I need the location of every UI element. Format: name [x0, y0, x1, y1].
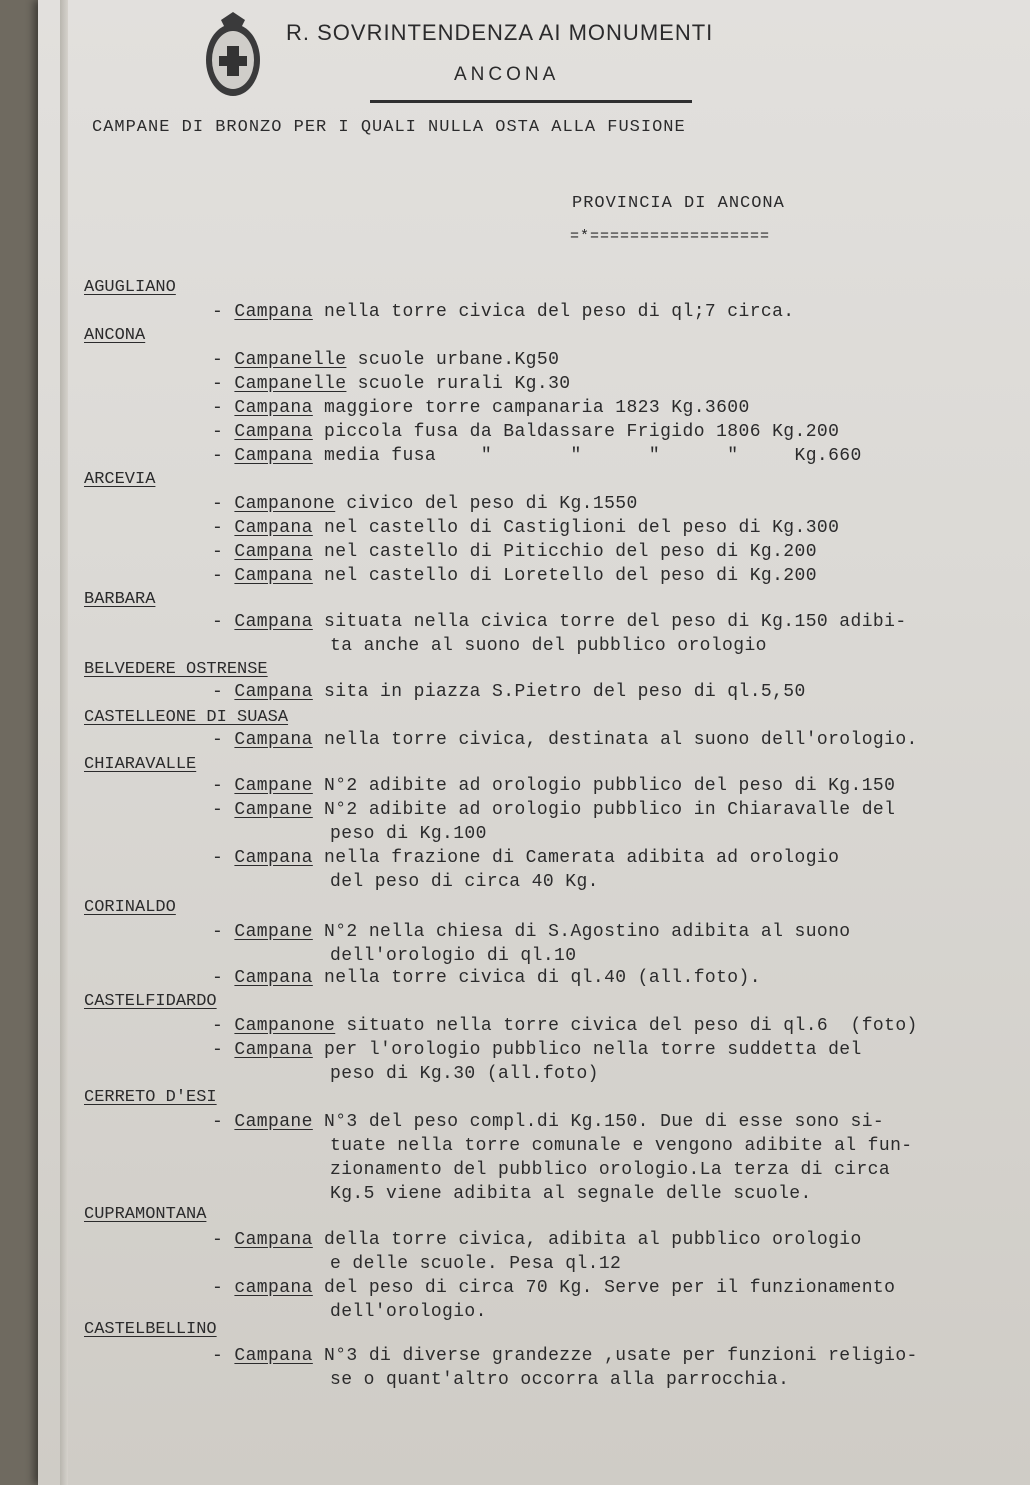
- entry-dash: -: [212, 682, 235, 702]
- province-rule: =*==================: [570, 228, 771, 245]
- bell-type: Campanone: [234, 1016, 336, 1036]
- town-heading: AGUGLIANO: [84, 278, 176, 297]
- bell-type: Campana: [234, 1346, 313, 1366]
- bell-type: Campanelle: [234, 350, 347, 370]
- bell-description-continued: tuate nella torre comunale e vengono adibite al fun-: [330, 1136, 913, 1156]
- bell-description: nella torre civica del peso di ql;7 circa.: [312, 302, 795, 322]
- entry-dash: -: [212, 612, 235, 632]
- bell-type: Campane: [234, 776, 313, 796]
- bell-description: situato nella torre civica del peso di ql.6 (foto): [335, 1016, 918, 1036]
- town-heading: CERRETO D'ESI: [84, 1088, 217, 1107]
- bell-entry: [212, 494, 638, 514]
- bell-entry: [212, 398, 750, 418]
- bell-description: N°2 nella chiesa di S.Agostino adibita al suono: [312, 922, 851, 942]
- bell-type: Campanelle: [234, 374, 347, 394]
- bell-entry: [212, 302, 795, 322]
- bell-description: N°2 adibite ad orologio pubblico del peso di Kg.150: [312, 776, 896, 796]
- entry-dash: -: [212, 446, 235, 466]
- bell-entry: [212, 422, 839, 442]
- entry-dash: -: [212, 1016, 235, 1036]
- bell-type: Campanone: [234, 494, 336, 514]
- bell-description-continued: dell'orologio.: [330, 1302, 487, 1322]
- bell-type: Campana: [234, 612, 313, 632]
- bell-description-continued: se o quant'altro occorra alla parrocchia.: [330, 1370, 790, 1390]
- entry-dash: -: [212, 542, 235, 562]
- entry-dash: -: [212, 566, 235, 586]
- page-fold-edge: [60, 0, 68, 1485]
- document-subject: CAMPANE DI BRONZO PER I QUALI NULLA OSTA ALLA FUSIONE: [92, 118, 686, 137]
- bell-entry: [212, 922, 851, 942]
- entry-dash: -: [212, 848, 235, 868]
- entry-dash: -: [212, 1346, 235, 1366]
- bell-description: per l'orologio pubblico nella torre suddetta del: [312, 1040, 862, 1060]
- bell-description-continued: peso di Kg.100: [330, 824, 487, 844]
- bell-description: media fusa " " " " Kg.660: [312, 446, 862, 466]
- bell-type: Campana: [234, 446, 313, 466]
- bell-description: N°3 del peso compl.di Kg.150. Due di esse sono si-: [312, 1112, 885, 1132]
- bell-type: Campana: [234, 682, 313, 702]
- bell-type: Campana: [234, 518, 313, 538]
- bell-description: piccola fusa da Baldassare Frigido 1806 Kg.200: [312, 422, 840, 442]
- town-heading: BARBARA: [84, 590, 156, 609]
- entry-dash: -: [212, 800, 235, 820]
- bell-description: nel castello di Castiglioni del peso di Kg.300: [312, 518, 840, 538]
- town-heading: CUPRAMONTANA: [84, 1205, 207, 1224]
- bell-entry: [212, 1230, 862, 1250]
- town-heading: CASTELLEONE DI SUASA: [84, 708, 289, 727]
- bell-description-continued: del peso di circa 40 Kg.: [330, 872, 599, 892]
- bell-type: Campane: [234, 800, 313, 820]
- bell-entry: [212, 612, 907, 632]
- bell-type: Campana: [234, 1230, 313, 1250]
- entry-dash: -: [212, 350, 235, 370]
- town-heading: CASTELBELLINO: [84, 1320, 217, 1339]
- bell-entry: [212, 682, 806, 702]
- city-heading: ANCONA: [454, 64, 560, 85]
- bell-description: situata nella civica torre del peso di Kg.150 adibi-: [312, 612, 907, 632]
- bell-type: Campana: [234, 398, 313, 418]
- bell-type: Campana: [234, 848, 313, 868]
- royal-crest-emblem: [203, 12, 263, 98]
- bell-description: N°2 adibite ad orologio pubblico in Chiaravalle del: [312, 800, 896, 820]
- bell-description-continued: Kg.5 viene adibita al segnale delle scuole.: [330, 1184, 812, 1204]
- town-heading: BELVEDERE OSTRENSE: [84, 660, 268, 679]
- entry-dash: -: [212, 422, 235, 442]
- bell-type: Campana: [234, 968, 313, 988]
- entry-dash: -: [212, 398, 235, 418]
- bell-description: nella frazione di Camerata adibita ad orologio: [312, 848, 840, 868]
- bell-description: nel castello di Piticchio del peso di Kg.200: [312, 542, 817, 562]
- town-heading: CHIARAVALLE: [84, 755, 197, 774]
- bell-entry: [212, 1278, 895, 1298]
- bell-description-continued: peso di Kg.30 (all.foto): [330, 1064, 599, 1084]
- entry-dash: -: [212, 302, 235, 322]
- bell-type: Campana: [234, 730, 313, 750]
- bell-type: Campana: [234, 422, 313, 442]
- entry-dash: -: [212, 1112, 235, 1132]
- bell-description: nel castello di Loretello del peso di Kg.200: [312, 566, 817, 586]
- bell-entry: [212, 542, 817, 562]
- bell-description: civico del peso di Kg.1550: [335, 494, 638, 514]
- bell-entry: [212, 350, 559, 370]
- letterhead-rule: [370, 100, 692, 103]
- entry-dash: -: [212, 374, 235, 394]
- bell-description: scuole rurali Kg.30: [346, 374, 571, 394]
- bell-type: Campana: [234, 302, 313, 322]
- entry-dash: -: [212, 730, 235, 750]
- bell-type: Campana: [234, 1040, 313, 1060]
- office-heading: R. SOVRINTENDENZA AI MONUMENTI: [286, 20, 714, 45]
- bell-description: scuole urbane.Kg50: [346, 350, 560, 370]
- bell-description: del peso di circa 70 Kg. Serve per il funzionamento: [312, 1278, 896, 1298]
- town-heading: ARCEVIA: [84, 470, 156, 489]
- bell-type: Campane: [234, 922, 313, 942]
- bell-type: Campane: [234, 1112, 313, 1132]
- bell-entry: [212, 446, 862, 466]
- bell-description-continued: dell'orologio di ql.10: [330, 946, 577, 966]
- town-heading: CORINALDO: [84, 898, 176, 917]
- bell-entry: [212, 1016, 918, 1036]
- bell-entry: [212, 1346, 918, 1366]
- town-heading: ANCONA: [84, 326, 146, 345]
- entry-dash: -: [212, 1278, 235, 1298]
- bell-entry: [212, 730, 918, 750]
- bell-description-continued: zionamento del pubblico orologio.La terza di circa: [330, 1160, 891, 1180]
- bell-entry: [212, 1112, 884, 1132]
- bell-entry: [212, 518, 839, 538]
- bell-entry: [212, 800, 895, 820]
- bell-description: nella torre civica di ql.40 (all.foto).: [312, 968, 761, 988]
- bell-type: Campana: [234, 542, 313, 562]
- bell-description: N°3 di diverse grandezze ,usate per funzioni religio-: [312, 1346, 918, 1366]
- bell-description: sita in piazza S.Pietro del peso di ql.5,50: [312, 682, 806, 702]
- bell-description: maggiore torre campanaria 1823 Kg.3600: [312, 398, 750, 418]
- bell-description: della torre civica, adibita al pubblico orologio: [312, 1230, 862, 1250]
- bell-type: campana: [234, 1278, 313, 1298]
- entry-dash: -: [212, 1040, 235, 1060]
- entry-dash: -: [212, 494, 235, 514]
- bell-entry: [212, 566, 817, 586]
- bell-description: nella torre civica, destinata al suono dell'orologio.: [312, 730, 918, 750]
- province-heading: PROVINCIA DI ANCONA: [572, 194, 785, 213]
- bell-entry: [212, 968, 761, 988]
- bell-description-continued: ta anche al suono del pubblico orologio: [330, 636, 767, 656]
- bell-type: Campana: [234, 566, 313, 586]
- entry-dash: -: [212, 518, 235, 538]
- bell-entry: [212, 776, 895, 796]
- bell-entry: [212, 374, 570, 394]
- bell-description-continued: e delle scuole. Pesa ql.12: [330, 1254, 622, 1274]
- entry-dash: -: [212, 922, 235, 942]
- entry-dash: -: [212, 968, 235, 988]
- town-heading: CASTELFIDARDO: [84, 992, 217, 1011]
- entry-dash: -: [212, 1230, 235, 1250]
- bell-entry: [212, 848, 839, 868]
- bell-entry: [212, 1040, 862, 1060]
- entry-dash: -: [212, 776, 235, 796]
